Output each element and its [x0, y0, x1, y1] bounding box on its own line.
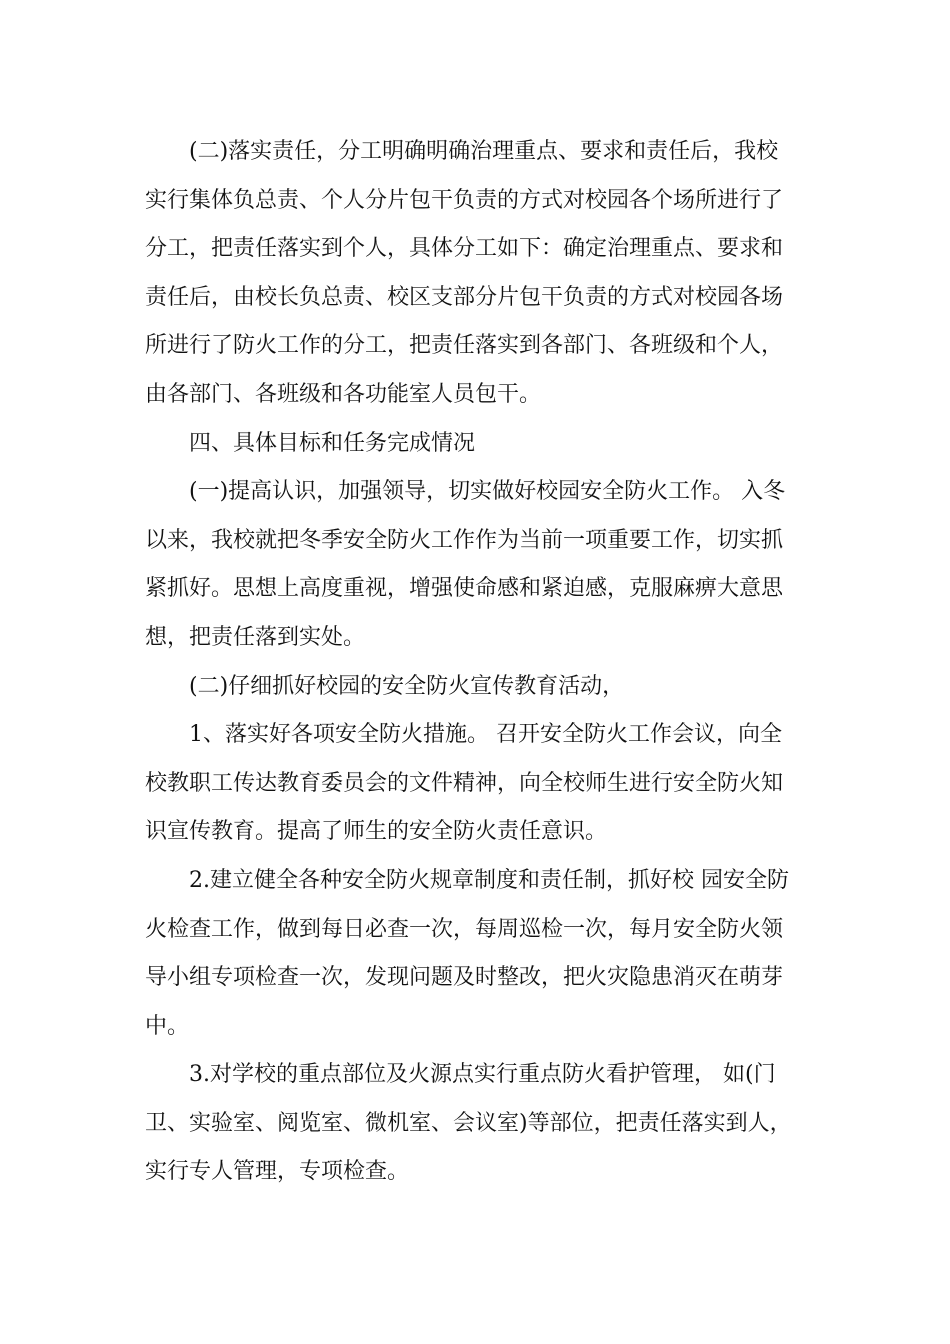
- paragraph-measures: 1、落实好各项安全防火措施。 召开安全防火工作会议，向全 校教职工传达教育委员会的文件精神，向全校师生进行安全防火知 识宣传教育。提高了师生的安全防火责任意识。: [145, 722, 784, 845]
- document-body: [145, 128, 810, 1197]
- paragraph-responsibility-assignment: (二)落实责任，分工明确明确治理重点、要求和责任后，我校 实行集体负总责、个人分片包干负责的方式对校园各个场所进行了 分工，把责任落实到个人，具体分工如下：确定治理重点、要求和 责任后，由校长负总责、校区支部分片包干负责的方式对校园各场 所进行了防火工作的分工，把责任落实到各部门、各班级和个人， 由各部门、各班级和各功能室人员包干。: [145, 139, 784, 407]
- section-heading-goals: 四、具体目标和任务完成情况: [189, 430, 476, 456]
- paragraph-leadership: (一)提高认识，加强领导，切实做好校园安全防火工作。 入冬 以来，我校就把冬季安全防火工作作为当前一项重要工作，切实抓 紧抓好。思想上高度重视，增强使命感和紧迫感，克服麻痹大意思 想，把责任落到实处。: [145, 479, 786, 650]
- paragraph-key-areas: 3.对学校的重点部位及火源点实行重点防火看护管理， 如(门 卫、实验室、阅览室、微机室、会议室)等部位，把责任落实到人， 实行专人管理，专项检查。: [145, 1062, 792, 1185]
- paragraph-rules-inspection: 2.建立健全各种安全防火规章制度和责任制，抓好校 园安全防 火检查工作，做到每日必查一次，每周巡检一次，每月安全防火领 导小组专项检查一次，发现问题及时整改，把火灾隐患消灭在萌芽 中。: [145, 867, 789, 1039]
- paragraph-education-heading: (二)仔细抓好校园的安全防火宣传教育活动，: [189, 673, 625, 699]
